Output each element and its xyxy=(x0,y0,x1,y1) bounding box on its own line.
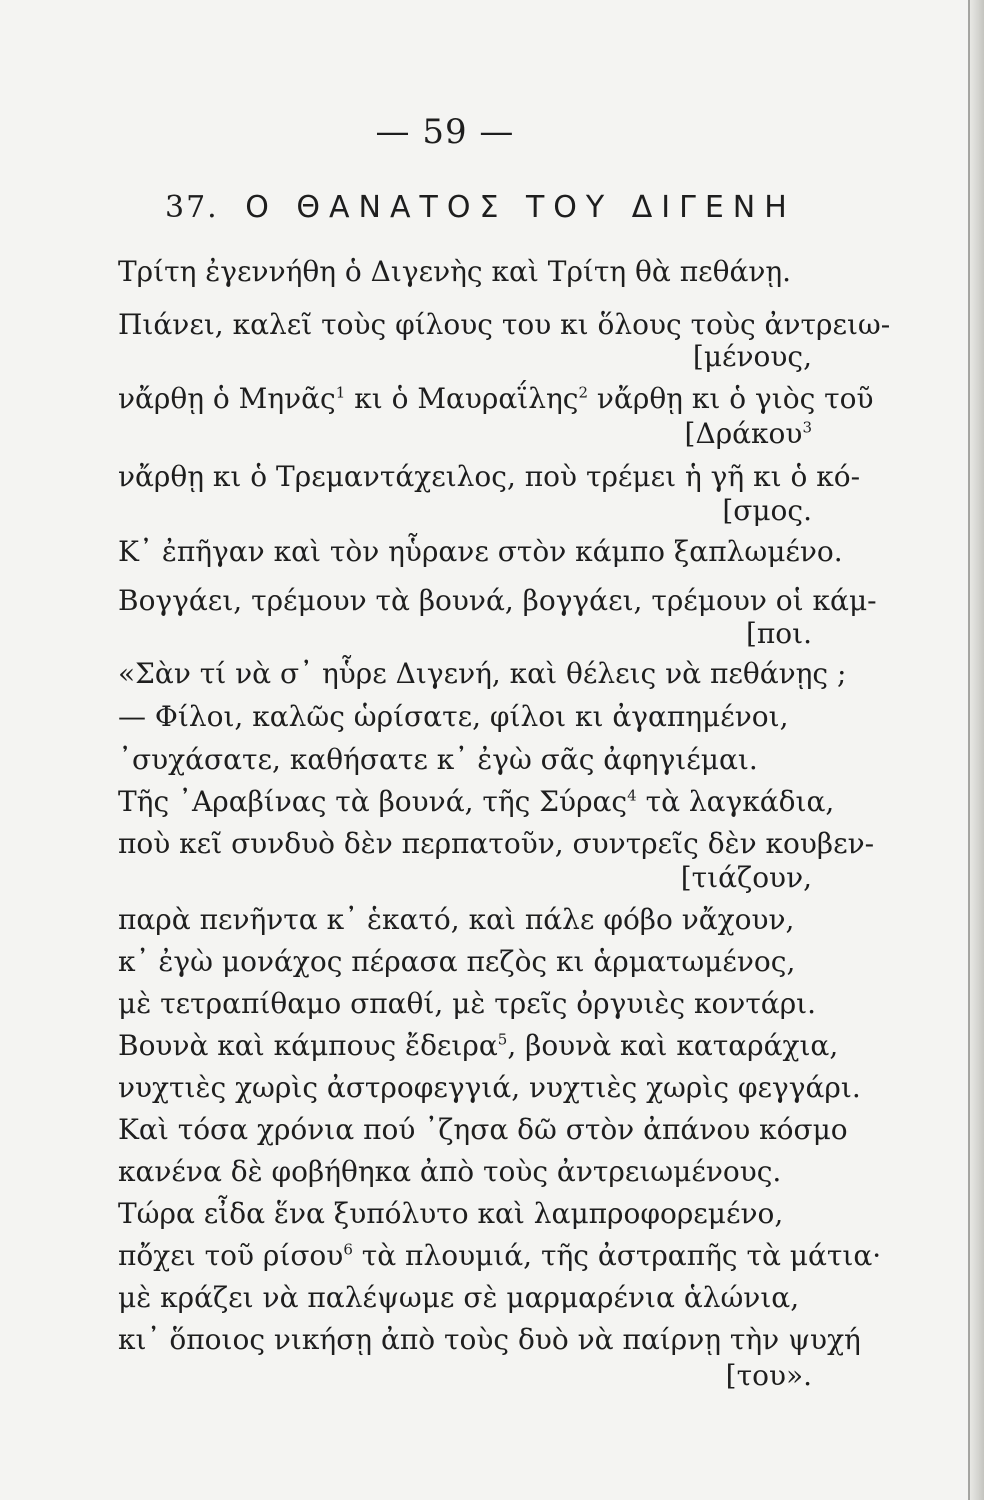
poem-line: «Σὰν τί νὰ σ᾽ ηὗρε Διγενή, καὶ θέλεις νὰ πεθάνῃς ; xyxy=(118,657,847,690)
footnote-marker: 4 xyxy=(627,786,637,805)
poem-line-continuation: [ποι. xyxy=(745,617,812,650)
poem-line: παρὰ πενῆντα κ᾽ ἑκατό, καὶ πάλε φόβο νἄχουν, xyxy=(118,903,795,936)
poem-line: ποὺ κεῖ συνδυὸ δὲν περπατοῦν, συντρεῖς δὲν κουβεν- xyxy=(118,827,875,860)
poem-line-continuation: [μένους, xyxy=(692,340,812,373)
poem-line: νἄρθῃ κι ὁ Τρεμαντάχειλος, ποὺ τρέμει ἡ γῆ κι ὁ κό- xyxy=(118,460,861,493)
poem-line: Βογγάει, τρέμουν τὰ βουνά, βογγάει, τρέμουν οἱ κάμ- xyxy=(118,584,877,617)
poem-line-continuation: [Δράκου$^3$ xyxy=(684,417,812,450)
poem-line: Πιάνει, καλεῖ τοὺς φίλους του κι ὅλους τοὺς ἀντρειω- xyxy=(118,308,891,341)
footnote-marker: 3 xyxy=(802,418,812,437)
poem-line: Τώρα εἶδα ἕνα ξυπόλυτο καὶ λαμπροφορεμένο, xyxy=(118,1197,784,1230)
poem-line-continuation: [τιάζουν, xyxy=(680,861,812,894)
footnote-marker: 6 xyxy=(343,1240,353,1259)
poem-line: Καὶ τόσα χρόνια πού ᾽ζησα δῶ στὸν ἀπάνου κόσμο xyxy=(118,1113,848,1146)
poem-line: Τρίτη ἐγεννήθη ὁ Διγενὴς καὶ Τρίτη θὰ πεθάνῃ. xyxy=(118,255,792,288)
poem-line: Κ᾽ ἐπῆγαν καὶ τὸν ηὗρανε στὸν κάμπο ξαπλωμένο. xyxy=(118,535,843,568)
footnote-marker: 1 xyxy=(335,383,346,402)
poem-title-number: 37. xyxy=(165,190,219,225)
poem-line: Τῆς ᾽Αραβίνας τὰ βουνά, τῆς Σύρας$^4$ τὰ λαγκάδια, xyxy=(118,785,835,818)
footnote-marker: 5 xyxy=(497,1030,508,1049)
poem-line: κ᾽ ἐγὼ μονάχος πέρασα πεζὸς κι ἁρματωμένος, xyxy=(118,945,796,978)
footnote-marker: 2 xyxy=(578,383,589,402)
poem-line: μὲ κράζει νὰ παλέψωμε σὲ μαρμαρένια ἁλώνια, xyxy=(118,1281,800,1314)
poem-line: νἄρθῃ ὁ Μηνᾶς$^1$ κι ὁ Μαυραΐλης$^2$ νἄρθῃ κι ὁ γιὸς τοῦ xyxy=(118,382,874,415)
poem-title xyxy=(165,190,796,225)
poem-line: πὄχει τοῦ ρίσου$^6$ τὰ πλουμιά, τῆς ἀστραπῆς τὰ μάτια· xyxy=(118,1239,882,1272)
poem-line: μὲ τετραπίθαμο σπαθί, μὲ τρεῖς ὀργυιὲς κοντάρι. xyxy=(118,987,817,1020)
page-edge xyxy=(968,0,984,1500)
poem-line: νυχτιὲς χωρὶς ἀστροφεγγιά, νυχτιὲς χωρὶς φεγγάρι. xyxy=(118,1071,861,1104)
poem-line-continuation: [σμος. xyxy=(722,494,812,527)
page-edge-line xyxy=(968,0,970,1500)
page-number: — 59 — xyxy=(375,112,515,152)
poem-line: Βουνὰ καὶ κάμπους ἔδειρα$^5$, βουνὰ καὶ καταράχια, xyxy=(118,1029,839,1062)
poem-line-continuation: [του». xyxy=(725,1359,812,1392)
poem-line: — Φίλοι, καλῶς ὡρίσατε, φίλοι κι ἀγαπημένοι, xyxy=(118,700,789,733)
poem-title-text: Ο ΘΑΝΑΤΟΣ ΤΟΥ ΔΙΓΕΝΗ xyxy=(245,190,796,225)
poem-line: κι᾽ ὅποιος νικήσῃ ἀπὸ τοὺς δυὸ νὰ παίρνῃ τὴν ψυχή xyxy=(118,1323,861,1356)
poem-line: κανένα δὲ φοβήθηκα ἀπὸ τοὺς ἀντρειωμένους. xyxy=(118,1155,782,1188)
poem-line: ᾽συχάσατε, καθήσατε κ᾽ ἐγὼ σᾶς ἀφηγιέμαι. xyxy=(118,743,758,776)
